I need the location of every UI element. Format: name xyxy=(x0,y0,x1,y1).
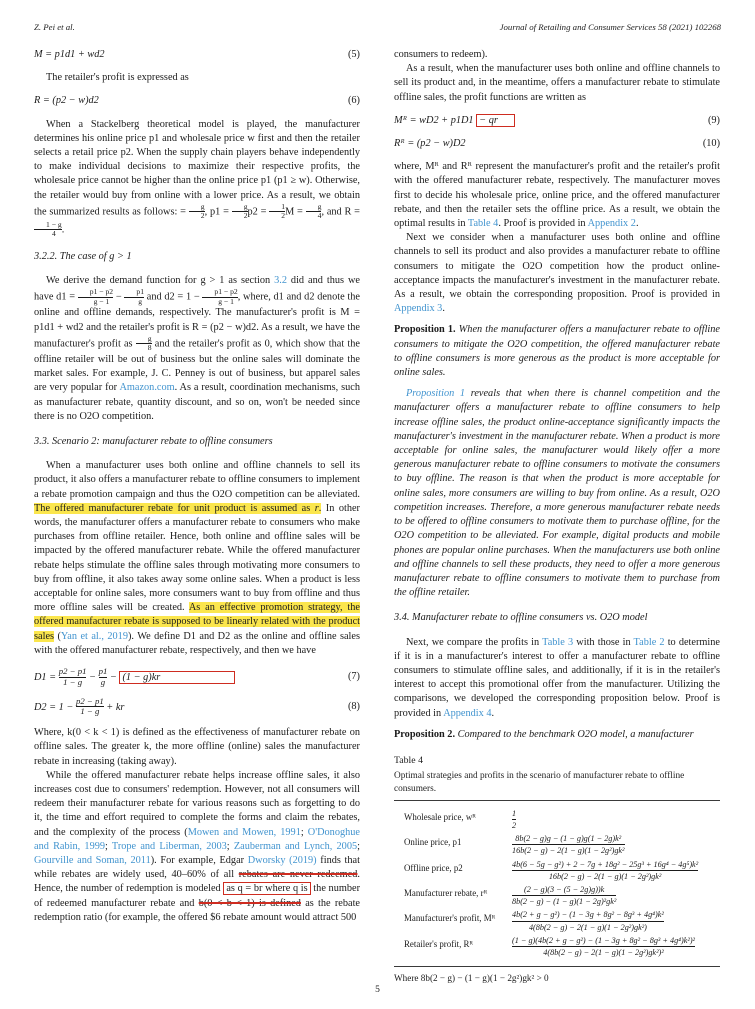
text-run: . xyxy=(453,324,459,336)
paragraph-stackelberg: When a Stackelberg theoretical model is played, the manufacturer determines his online price p1 and wholesale price w first and then the retailer selects a retail price p2. When the supply chain players behave independently to make individual decisions to maximize their respective profits, the wholesale price cannot be higher than the online price p1 (p1 ≥ w). Otherwise, the retailer would buy from online with a lower price. As a result, we obtain the summarized results as follows: = $\frac{g}{2}$ , p1 = $\frac{g}{2}$ p2 = $\frac{1}{2}$ M = $\frac{g}{4}$ , and R = $\frac{1 - g}{4}$ . xyxy=(34,118,360,239)
table-row-value xyxy=(512,884,616,907)
equation-8-number: (8) xyxy=(347,700,360,712)
inline-fraction: $\frac{1}{2}$ xyxy=(269,203,285,221)
paragraph-next-consider: Next we consider when a manufacturer uses both online and offline channels to sell its product and also provides a manufacturer rebate to offline consumers to mitigate the O2O competition how the product online-acceptance impacts the manufacturer's investment in the manufacturer rebate. As a result, we obtain the corresponding proposition. Proof is provided in Appendix 3. xyxy=(394,232,720,315)
equation-8-body: D2 = 1 − $\frac{p2 - p1}{1 - g}$ + kr xyxy=(34,695,125,717)
citation-link[interactable]: Trope and Liberman, 2003 xyxy=(111,840,227,852)
equation-7 xyxy=(34,667,360,688)
text-run: reveals that when there is channel competition and the manufacturer offers a manufacturer rebate to offline consumers to help increase offline sales, the product online-acceptance significantly impacts the manufacturer's investment in the manufacturer rebate. When a product is more acceptable for online sales, the manufacturer would likely offer a more generous manufacturer rebate to offline consumers to motivate the consumers to buy offline. The reason is that when the product is more acceptable for online sales, more consumers are willing to buy from online. As a result, O2O competition increases. Therefore, a more generous manufacturer rebate needs to be offered to offline consumers to motivate them to purchase offline, for the O2O competition to be alleviated. For example, digital products and mobile phones are popular online purchases. When the manufacturers use both online and offline channels to sell these products, they need to offer a more generous manufacturer rebate to offline consumers to motivate them to purchase from the offline retailer. xyxy=(394,388,720,599)
table-row-label: Wholesale price, wᴿ xyxy=(404,811,476,822)
text-run: r xyxy=(314,502,319,514)
inline-fraction: $\frac{g}{2}$ xyxy=(232,203,248,221)
inline-fraction: $\frac{1 - g}{4}$ xyxy=(34,221,62,239)
table-4-label: Table 4 xyxy=(394,754,423,766)
table-fraction: $\frac{1}{2}$ xyxy=(512,808,517,831)
equation-5-number: (5) xyxy=(347,49,360,60)
text-run: . xyxy=(452,728,458,740)
citation-link[interactable]: Amazon.com xyxy=(119,382,175,394)
journal-title: Journal of Retailing and Consumer Services 58 (2021) 102268 xyxy=(499,22,721,32)
section-heading-3-2-2: 3.2.2. The case of g > 1 xyxy=(34,250,132,262)
equation-10 xyxy=(394,137,720,151)
citation-link[interactable]: Appendix 4 xyxy=(443,707,492,719)
equation-5 xyxy=(34,48,360,62)
table-row-label: Manufacturer's profit, Mᴿ xyxy=(404,913,496,924)
table-row xyxy=(404,935,720,958)
table-row-label: Offline price, p2 xyxy=(404,862,463,873)
text-run: Compared to the benchmark O2O model, a manufacturer xyxy=(457,728,694,740)
paragraph-rebate-redemption: While the offered manufacturer rebate helps increase offline sales, it also increases cost due to consumers' redemption. However, not all consumers will redeem their manufacturer rebate for various reasons such as forgetting to do it, the time and effort required to complete the forms and claim the rebates, and the complexity of the process (Mowen and Mowen, 1991; O'Donoghue and Rabin, 1999; Trope and Liberman, 2003; Zauberman and Lynch, 2005; Gourville and Soman, 2011). For example, Edgar Dworsky (2019) finds that while rebates are widely used, 40–60% of all rebates are never redeemed. Hence, the number of redemption is modeled as q = br where q is the number of redeemed manufacturer rebate and b(0 < b < 1) is defined as the rebate redemption ratio (for example, the offered $6 rebate amount would attract 500 xyxy=(34,769,361,923)
two-column-body xyxy=(34,48,721,985)
paragraph-compare-profits: Next, we compare the profits in Table 3 with those in Table 2 to determine if it is in a manufacturer's interest to offer a manufacturer rebate to offline consumers to stimulate offline sales, and additionally, if it is in the retailer's interest to accept this promotional offer from the manufacturer. Utilizing the comparisons, we developed the corresponding proposition below. Proof is provided in Appendix 4. xyxy=(394,636,721,719)
page-number: 5 xyxy=(375,985,380,995)
text-run: as q = br where q is xyxy=(223,882,310,895)
equation-7-number: (7) xyxy=(347,671,360,683)
citation-link[interactable]: Proposition 1 xyxy=(406,388,466,400)
table-row-label: Manufacturer rebate, rᴿ xyxy=(404,888,488,899)
text-run: Proposition 2 xyxy=(394,728,453,740)
citation-link[interactable]: Yan et al., 2019 xyxy=(60,630,128,642)
table-row-value xyxy=(512,833,625,856)
right-column xyxy=(394,48,720,985)
citation-link[interactable]: O'Donoghue and Rabin, 1999 xyxy=(34,826,360,852)
table-row xyxy=(404,884,720,907)
citation-link[interactable]: Mowen and Mowen, 1991 xyxy=(187,826,301,838)
table-fraction: $\frac{\text{8b(2 − g)g − (1 − g)g(1 − 2g)k²}}{\text{16b(2 − g) − 2(1 − g)(1 − 2g²)gk²}}$ xyxy=(512,834,625,856)
running-author: Z. Pei et al. xyxy=(34,22,75,32)
equation-5-body: M = p1d1 + wd2 xyxy=(34,49,105,60)
inline-fraction: $\frac{g}{4}$ xyxy=(306,203,322,221)
citation-link[interactable]: Gourville and Soman, 2011 xyxy=(34,854,151,866)
table-row-value xyxy=(512,935,695,958)
citation-link[interactable]: Table 4 xyxy=(467,218,499,230)
equation-6-body: R = (p2 − w)d2 xyxy=(34,95,99,107)
table-row-value xyxy=(512,859,698,882)
paragraph-retailer-profit: The retailer's profit is expressed as xyxy=(46,72,189,84)
inline-fraction: $\frac{p1}{g}$ xyxy=(98,665,108,687)
citation-link[interactable]: Dworsky (2019) xyxy=(247,854,317,866)
text-run: rebates are never redeemed xyxy=(238,869,358,881)
citation-link[interactable]: Zauberman and Lynch, 2005 xyxy=(233,840,358,852)
equation-6 xyxy=(34,94,360,108)
text-run: (1 − g)kr xyxy=(119,671,235,684)
table-4-caption: Optimal strategies and profits in the scenario of manufacturer rebate to offline consumers. xyxy=(394,771,685,794)
text-run: − qr xyxy=(476,114,515,127)
table-4 xyxy=(394,754,720,985)
table-fraction: $\frac{\text{4b(2 + g − g²) − (1 − 3g + 8g² − 8g³ + 4g⁴)k²}}{\text{4(8b(2 − g) − 2(1 − g)(1 − 2g²)gk²)}}$ xyxy=(512,910,664,932)
inline-fraction: $\frac{g}{2}$ xyxy=(189,203,205,221)
inline-fraction: $\frac{g}{8}$ xyxy=(136,335,152,353)
table-fraction: $\frac{\text{(1 − g)(4b(2 + g − g²) − (1 − 3g + 8g² − 8g³ + 4g⁴)k²)²}}{\text{4(8b(2 − g) − 2(1 − g)(1 − 2g²)gk²)²}}$ xyxy=(512,935,696,957)
proposition-2 xyxy=(394,728,720,742)
equation-8 xyxy=(34,697,360,718)
equation-9 xyxy=(394,114,720,128)
equation-10-number: (10) xyxy=(702,138,720,150)
inline-fraction: $\frac{p2 - p1}{1 - g}$ xyxy=(58,665,87,687)
text-run: . xyxy=(318,502,322,514)
paragraph-case-g-gt-1: We derive the demand function for g > 1 as section 3.2 did and thus we have d1 = $\frac{p1 - p2}{g - 1}$ − $\frac{p1}{g}$ and d2 = 1 − $\frac{p1 - p2}{g - 1}$ , where, d1 and d2 denote the online and offline demands, respectively. The manufacturer's profit is M = p1d1 + wd2 and the retailer's profit is R = (p2 − w)d2. As a result, we have the manufacturer's profit as $\frac{g}{8}$ and the retailer's profit as 0, which show that the offline retailer will be out of business but the online sales will dominate the market sales. For example, J. C. Penney is out of business, but apparel sales are very popular for Amazon.com. As a result, coordination mechanisms, such as manufacturer rebate, quantity discount, and so on, won't be needed since there is no O2O competition. xyxy=(34,275,360,422)
text-run: The offered manufacturer rebate for unit product is assumed as xyxy=(34,502,315,514)
table4-rows xyxy=(394,800,720,967)
table-fraction: $\frac{(2 - g)(3 - (5 - 2g)g))k}{\text{8b(2 − g) − (1 − g)(1 − 2g)²gk²}}$ xyxy=(512,885,617,907)
section-heading-3-4: 3.4. Manufacturer rebate to offline consumers vs. O2O model xyxy=(394,612,648,624)
inline-fraction: $\frac{p1 - p2}{g - 1}$ xyxy=(202,288,237,306)
page-header xyxy=(34,22,721,32)
equation-6-number: (6) xyxy=(347,95,360,107)
paragraph-profit-functions: As a result, when the manufacturer uses both online and offline channels to sell its product and, in the meantime, offers a manufacturer rebate to stimulate offline sales, the profit functions are written as xyxy=(394,63,720,103)
inline-fraction: $\frac{p2 - p1}{1 - g}$ xyxy=(75,695,104,717)
paragraph-where-MR: where, Mᴿ and Rᴿ represent the manufacturer's profit and the retailer's profit with the offered manufacturer rebate, respectively. The manufacturer moves first to decide his wholesale price, online price, and the offered manufacturer rebate, and then the retailer sets the offline price. As a result, we obtain the optimal results in Table 4. Proof is provided in Appendix 2. xyxy=(394,161,720,230)
paragraph-proposition-1-discussion xyxy=(394,387,720,600)
proposition-1 xyxy=(394,323,720,380)
left-column xyxy=(34,48,360,985)
text-run: b(0 < b < 1) is defined xyxy=(198,897,301,909)
inline-fraction: $\frac{p1}{g}$ xyxy=(124,288,144,306)
text-run: When the manufacturer offers a manufacturer rebate to offline consumers to mitigate the O2O competition, the offered manufacturer rebate to offline consumers is more generous as the product is more acceptable for online sales. xyxy=(394,324,721,379)
paragraph-where-k: Where, k(0 < k < 1) is defined as the effectiveness of manufacturer rebate on offline sales. The greater k, the more offline (online) sales the manufacturer rebate in increasing (taking away). xyxy=(34,727,360,767)
equation-9-body: Mᴿ = wD2 + p1D1 − qr xyxy=(394,114,702,128)
table-row-label: Retailer's profit, Rᴿ xyxy=(404,938,474,949)
table-row-value xyxy=(512,909,664,932)
citation-link[interactable]: Table 3 xyxy=(542,636,574,648)
table-row xyxy=(404,909,720,932)
equation-9-number: (9) xyxy=(707,114,720,126)
paragraph-scenario-2: When a manufacturer uses both online and offline channels to sell its product, it also offers a manufacturer rebate to offline consumers to implement a rebate promotion campaign and thus the O2O competition can be alleviated. The offered manufacturer rebate for unit product is assumed as r. In other words, the manufacturer offers a manufacturer rebate to consumers who make purchases from offline retailer. Hence, both online and offline sales will be impacted by the offered manufacturer rebate. While the offered manufacturer rebate helps stimulate the offline sales through motivating more consumers to buy from offline, it also takes away some online sales. When a product is less acceptable for online sales, more consumers want to buy from offline and thus more offline sales will be created. As an effective promotion strategy, the offered manufacturer rebate is supposed to be linearly related with the product sales (Yan et al., 2019). We define D1 and D2 as the online and offline sales with the offered manufacturer rebate, respectively, and then we have xyxy=(34,460,360,656)
table-row-label: Online price, p1 xyxy=(404,837,462,848)
citation-link[interactable]: Appendix 2 xyxy=(587,218,636,230)
table-row xyxy=(404,833,720,856)
table-row xyxy=(404,808,720,831)
section-heading-3-3: 3.3. Scenario 2: manufacturer rebate to offline consumers xyxy=(34,435,273,447)
equation-7-body: D1 = $\frac{p2 - p1}{1 - g}$ − $\frac{p1}{g}$ − (1 − g)kr xyxy=(34,667,342,688)
table-row-value xyxy=(512,808,516,831)
citation-link[interactable]: Appendix 3 xyxy=(394,303,443,315)
table-row xyxy=(404,859,720,882)
table-4-footnote: Where 8b(2 − g) − (1 − g)(1 − 2g²)gk² > 0 xyxy=(394,973,549,984)
citation-link[interactable]: 3.2 xyxy=(274,275,287,287)
table-fraction: $\frac{\text{4b(6 − 5g − g²) + 2 − 7g + 18g² − 25g³ + 16g⁴ − 4g⁵)k²}}{\text{16b(2 − g) − 2(1 − g)(1 − 2g²)gk²}}$ xyxy=(512,859,699,881)
citation-link[interactable]: Table 2 xyxy=(633,636,665,648)
text-run: Proposition 1 xyxy=(394,324,454,336)
equation-10-body: Rᴿ = (p2 − w)D2 xyxy=(394,138,466,150)
inline-fraction: $\frac{p1 - p2}{g - 1}$ xyxy=(78,288,113,306)
text-run: As an effective promotion strategy, the offered manufacturer rebate is supposed to be linearly related with the product sales xyxy=(34,602,360,642)
paragraph-consumers-redeem: consumers to redeem). xyxy=(394,49,488,60)
